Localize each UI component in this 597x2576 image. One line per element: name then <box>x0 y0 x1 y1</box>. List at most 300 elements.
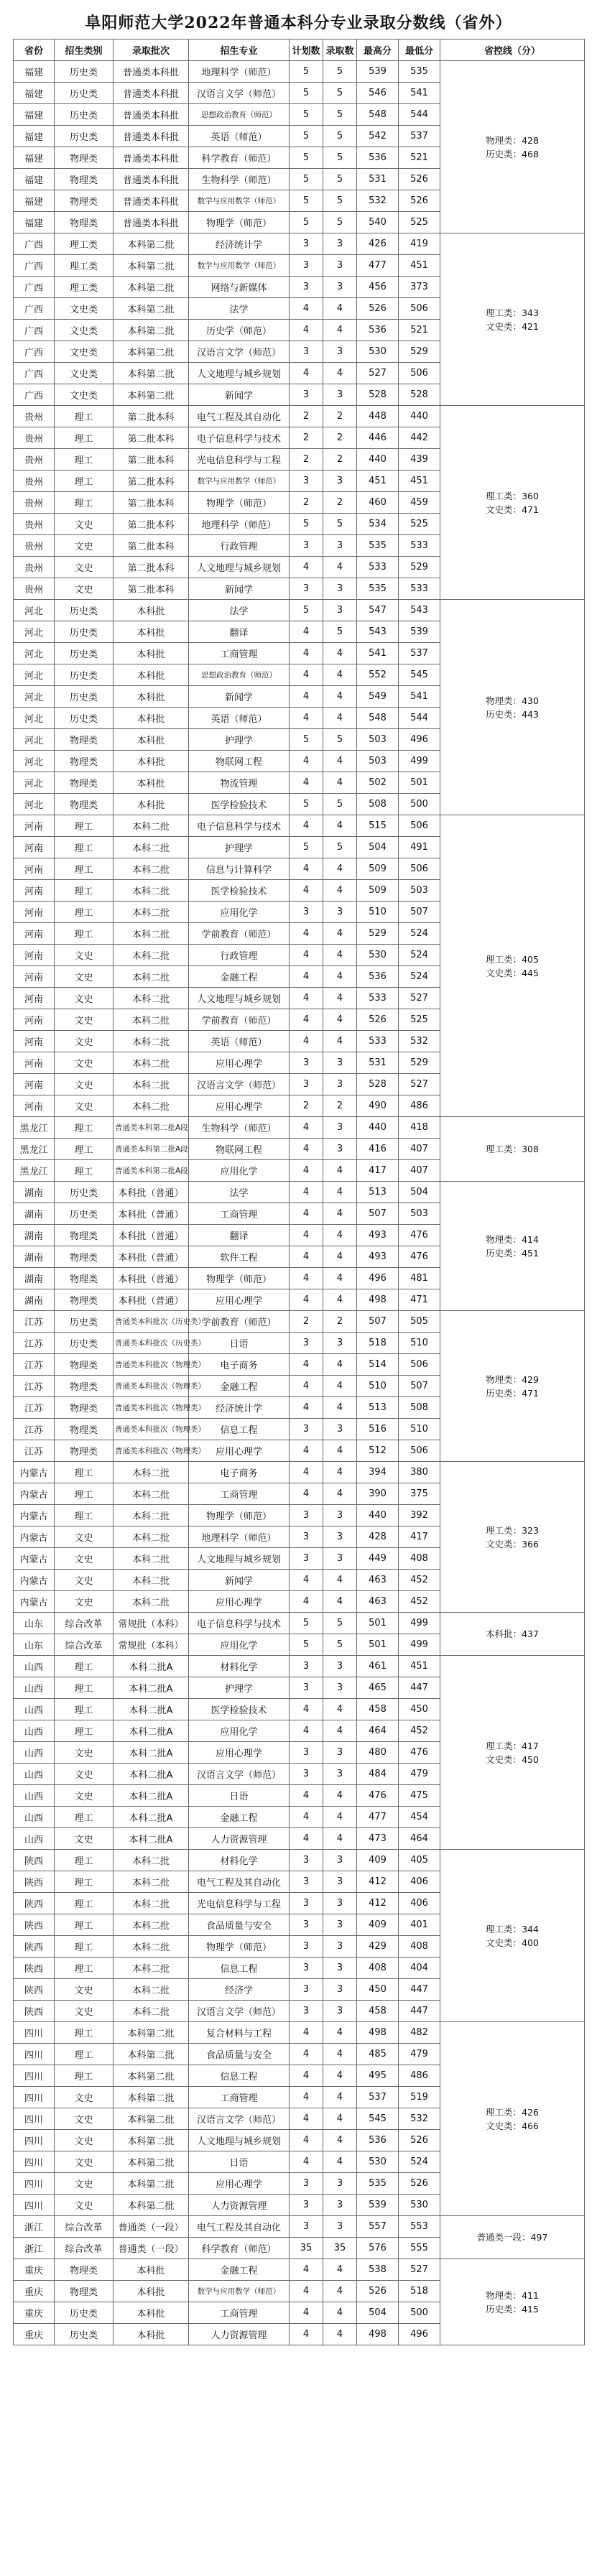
plan-count-cell: 5 <box>290 147 323 169</box>
province-cell: 四川 <box>14 2065 55 2087</box>
min-score-cell: 532 <box>399 2108 440 2130</box>
major-cell: 经济统计学 <box>189 233 290 255</box>
min-score-cell: 524 <box>399 923 440 945</box>
admitted-count-cell: 4 <box>323 363 357 384</box>
batch-cell: 本科第二批 <box>114 2044 189 2065</box>
header-admitted: 录取数 <box>323 40 357 61</box>
min-score-cell: 499 <box>399 751 440 772</box>
category-cell: 文史 <box>55 2151 114 2173</box>
category-cell: 物理类 <box>55 729 114 751</box>
min-score-cell: 491 <box>399 837 440 858</box>
major-cell: 应用化学 <box>189 1160 290 1182</box>
plan-count-cell: 3 <box>290 1764 323 1785</box>
batch-cell: 本科二批A <box>114 1720 189 1742</box>
admitted-count-cell: 2 <box>323 1311 357 1333</box>
admitted-count-cell: 4 <box>323 988 357 1009</box>
min-score-cell: 481 <box>399 1268 440 1289</box>
category-cell: 文史类 <box>55 384 114 406</box>
major-cell: 数学与应用数学（师范） <box>189 471 290 492</box>
category-cell: 历史类 <box>55 708 114 729</box>
max-score-cell: 526 <box>357 298 399 320</box>
province-cell: 山西 <box>14 1828 55 1850</box>
plan-count-cell: 3 <box>290 1526 323 1548</box>
major-cell: 护理学 <box>189 837 290 858</box>
major-cell: 金融工程 <box>189 1807 290 1828</box>
min-score-cell: 529 <box>399 1052 440 1074</box>
batch-cell: 本科二批 <box>114 1462 189 1483</box>
table-row <box>14 2022 585 2044</box>
control-line-text: 本科批：437 <box>486 1628 539 1639</box>
min-score-cell: 519 <box>399 2087 440 2108</box>
province-cell: 湖南 <box>14 1268 55 1289</box>
batch-cell: 本科二批 <box>114 1483 189 1505</box>
min-score-cell: 503 <box>399 880 440 902</box>
plan-count-cell: 4 <box>290 363 323 384</box>
province-cell: 湖南 <box>14 1203 55 1225</box>
min-score-cell: 451 <box>399 255 440 277</box>
max-score-cell: 426 <box>357 233 399 255</box>
major-cell: 英语（师范） <box>189 126 290 147</box>
admitted-count-cell: 5 <box>323 1634 357 1656</box>
control-line-cell <box>440 1656 585 1850</box>
plan-count-cell: 4 <box>290 945 323 966</box>
province-cell: 四川 <box>14 2151 55 2173</box>
category-cell: 物理类 <box>55 2281 114 2302</box>
major-cell: 科学教育（师范） <box>189 2238 290 2259</box>
min-score-cell: 496 <box>399 2324 440 2345</box>
major-cell: 金融工程 <box>189 2259 290 2281</box>
plan-count-cell: 3 <box>290 471 323 492</box>
min-score-cell: 529 <box>399 557 440 578</box>
admitted-count-cell: 4 <box>323 298 357 320</box>
province-cell: 贵州 <box>14 471 55 492</box>
category-cell: 理工 <box>55 427 114 449</box>
max-score-cell: 460 <box>357 492 399 514</box>
admitted-count-cell: 4 <box>323 1182 357 1203</box>
batch-cell: 普通类本科第二批A段 <box>114 1160 189 1182</box>
max-score-cell: 526 <box>357 1009 399 1031</box>
batch-cell: 本科二批A <box>114 1828 189 1850</box>
max-score-cell: 526 <box>357 2281 399 2302</box>
major-cell: 人文地理与城乡规划 <box>189 988 290 1009</box>
major-cell: 人力资源管理 <box>189 1828 290 1850</box>
header-major: 招生专业 <box>189 40 290 61</box>
control-line-text: 物理类：414 <box>486 1233 539 1245</box>
min-score-cell: 500 <box>399 2302 440 2324</box>
control-line-cell <box>440 815 585 1117</box>
batch-cell: 本科二批 <box>114 1052 189 1074</box>
max-score-cell: 440 <box>357 1117 399 1139</box>
batch-cell: 本科二批 <box>114 988 189 1009</box>
category-cell: 综合改革 <box>55 1634 114 1656</box>
admitted-count-cell: 4 <box>323 2324 357 2345</box>
major-cell: 金融工程 <box>189 966 290 988</box>
admitted-count-cell: 4 <box>323 751 357 772</box>
min-score-cell: 506 <box>399 298 440 320</box>
admitted-count-cell: 5 <box>323 190 357 212</box>
min-score-cell: 442 <box>399 427 440 449</box>
max-score-cell: 537 <box>357 2087 399 2108</box>
min-score-cell: 537 <box>399 126 440 147</box>
plan-count-cell: 3 <box>290 1871 323 1893</box>
province-cell: 江苏 <box>14 1440 55 1462</box>
province-cell: 河南 <box>14 1095 55 1117</box>
major-cell: 应用心理学 <box>189 1742 290 1764</box>
category-cell: 理工 <box>55 1936 114 1958</box>
max-score-cell: 542 <box>357 126 399 147</box>
min-score-cell: 521 <box>399 320 440 341</box>
min-score-cell: 526 <box>399 169 440 190</box>
min-score-cell: 541 <box>399 83 440 104</box>
major-cell: 应用心理学 <box>189 1289 290 1311</box>
batch-cell: 本科二批 <box>114 1914 189 1936</box>
batch-cell: 普通类本科批 <box>114 104 189 126</box>
batch-cell: 本科二批 <box>114 923 189 945</box>
max-score-cell: 412 <box>357 1893 399 1914</box>
plan-count-cell: 4 <box>290 966 323 988</box>
plan-count-cell: 4 <box>290 858 323 880</box>
plan-count-cell: 4 <box>290 2302 323 2324</box>
batch-cell: 第二批本科 <box>114 449 189 471</box>
batch-cell: 普通类本科批 <box>114 83 189 104</box>
province-cell: 河南 <box>14 815 55 837</box>
category-cell: 历史类 <box>55 2302 114 2324</box>
admitted-count-cell: 3 <box>323 255 357 277</box>
province-cell: 山西 <box>14 1656 55 1677</box>
plan-count-cell: 4 <box>290 1785 323 1807</box>
min-score-cell: 526 <box>399 190 440 212</box>
admitted-count-cell: 3 <box>323 233 357 255</box>
admitted-count-cell: 3 <box>323 1117 357 1139</box>
max-score-cell: 529 <box>357 923 399 945</box>
batch-cell: 本科第二批 <box>114 2130 189 2151</box>
admitted-count-cell: 4 <box>323 923 357 945</box>
max-score-cell: 440 <box>357 449 399 471</box>
min-score-cell: 533 <box>399 535 440 557</box>
major-cell: 日语 <box>189 2151 290 2173</box>
min-score-cell: 526 <box>399 2173 440 2195</box>
plan-count-cell: 4 <box>290 1828 323 1850</box>
plan-count-cell: 2 <box>290 1311 323 1333</box>
batch-cell: 本科二批 <box>114 1526 189 1548</box>
major-cell: 工商管理 <box>189 1203 290 1225</box>
major-cell: 物理学（师范） <box>189 1505 290 1526</box>
batch-cell: 本科二批 <box>114 1936 189 1958</box>
max-score-cell: 409 <box>357 1914 399 1936</box>
table-row <box>14 2259 585 2281</box>
control-line-text: 理工类：426 <box>486 2106 539 2118</box>
province-cell: 贵州 <box>14 449 55 471</box>
max-score-cell: 501 <box>357 1634 399 1656</box>
batch-cell: 本科二批A <box>114 1764 189 1785</box>
admitted-count-cell: 2 <box>323 406 357 427</box>
province-cell: 河南 <box>14 837 55 858</box>
plan-count-cell: 4 <box>290 1807 323 1828</box>
admitted-count-cell: 5 <box>323 729 357 751</box>
category-cell: 理工 <box>55 880 114 902</box>
admitted-count-cell: 3 <box>323 2001 357 2022</box>
control-line-text: 物理类：430 <box>486 695 539 706</box>
min-score-cell: 452 <box>399 1591 440 1613</box>
major-cell: 思想政治教育（师范） <box>189 104 290 126</box>
max-score-cell: 461 <box>357 1656 399 1677</box>
batch-cell: 第二批本科 <box>114 557 189 578</box>
province-cell: 山西 <box>14 1677 55 1699</box>
min-score-cell: 407 <box>399 1139 440 1160</box>
batch-cell: 本科批（普通） <box>114 1268 189 1289</box>
min-score-cell: 537 <box>399 643 440 664</box>
plan-count-cell: 2 <box>290 449 323 471</box>
category-cell: 物理类 <box>55 1440 114 1462</box>
min-score-cell: 506 <box>399 815 440 837</box>
batch-cell: 普通类本科批 <box>114 169 189 190</box>
batch-cell: 本科批 <box>114 729 189 751</box>
category-cell: 物理类 <box>55 1376 114 1397</box>
category-cell: 物理类 <box>55 2259 114 2281</box>
batch-cell: 第二批本科 <box>114 578 189 600</box>
category-cell: 文史 <box>55 1074 114 1095</box>
admitted-count-cell: 3 <box>323 1074 357 1095</box>
control-line-cell <box>440 1117 585 1182</box>
admitted-count-cell: 4 <box>323 815 357 837</box>
min-score-cell: 447 <box>399 2001 440 2022</box>
max-score-cell: 416 <box>357 1139 399 1160</box>
province-cell: 广西 <box>14 277 55 298</box>
plan-count-cell: 4 <box>290 988 323 1009</box>
table-row <box>14 1462 585 1483</box>
category-cell: 历史类 <box>55 664 114 686</box>
batch-cell: 本科二批A <box>114 1699 189 1720</box>
province-cell: 福建 <box>14 83 55 104</box>
major-cell: 翻译 <box>189 621 290 643</box>
min-score-cell: 471 <box>399 1289 440 1311</box>
batch-cell: 第二批本科 <box>114 471 189 492</box>
category-cell: 理工 <box>55 902 114 923</box>
admitted-count-cell: 4 <box>323 2022 357 2044</box>
min-score-cell: 447 <box>399 1979 440 2001</box>
province-cell: 四川 <box>14 2087 55 2108</box>
plan-count-cell: 4 <box>290 2151 323 2173</box>
min-score-cell: 408 <box>399 1548 440 1570</box>
admitted-count-cell: 5 <box>323 621 357 643</box>
batch-cell: 本科第二批 <box>114 2022 189 2044</box>
category-cell: 物理类 <box>55 1397 114 1419</box>
admitted-count-cell: 3 <box>323 2216 357 2238</box>
admitted-count-cell: 4 <box>323 1483 357 1505</box>
header-row <box>14 40 585 61</box>
control-line-cell <box>440 2259 585 2345</box>
batch-cell: 本科第二批 <box>114 384 189 406</box>
min-score-cell: 482 <box>399 2022 440 2044</box>
control-line-cell <box>440 2022 585 2216</box>
max-score-cell: 480 <box>357 1742 399 1764</box>
max-score-cell: 477 <box>357 255 399 277</box>
control-line-text: 理工类：343 <box>486 307 539 318</box>
admitted-count-cell: 4 <box>323 643 357 664</box>
plan-count-cell: 3 <box>290 578 323 600</box>
category-cell: 理工 <box>55 1483 114 1505</box>
min-score-cell: 524 <box>399 966 440 988</box>
province-cell: 重庆 <box>14 2281 55 2302</box>
major-cell: 工商管理 <box>189 2302 290 2324</box>
category-cell: 文史 <box>55 578 114 600</box>
min-score-cell: 452 <box>399 1570 440 1591</box>
category-cell: 物理类 <box>55 212 114 233</box>
min-score-cell: 499 <box>399 1613 440 1634</box>
major-cell: 应用心理学 <box>189 1440 290 1462</box>
header-max-score: 最高分 <box>357 40 399 61</box>
max-score-cell: 541 <box>357 643 399 664</box>
major-cell: 电气工程及其自动化 <box>189 2216 290 2238</box>
admitted-count-cell: 3 <box>323 902 357 923</box>
plan-count-cell: 4 <box>290 1225 323 1246</box>
max-score-cell: 509 <box>357 880 399 902</box>
category-cell: 文史 <box>55 1742 114 1764</box>
plan-count-cell: 4 <box>290 1160 323 1182</box>
province-cell: 广西 <box>14 255 55 277</box>
plan-count-cell: 3 <box>290 341 323 363</box>
admitted-count-cell: 3 <box>323 1419 357 1440</box>
min-score-cell: 544 <box>399 708 440 729</box>
batch-cell: 普通类本科批 <box>114 190 189 212</box>
header-batch: 录取批次 <box>114 40 189 61</box>
min-score-cell: 507 <box>399 902 440 923</box>
min-score-cell: 525 <box>399 514 440 535</box>
min-score-cell: 496 <box>399 729 440 751</box>
control-line-cell <box>440 61 585 233</box>
plan-count-cell: 3 <box>290 2195 323 2216</box>
max-score-cell: 510 <box>357 1376 399 1397</box>
control-line-cell <box>440 1613 585 1656</box>
category-cell: 文史类 <box>55 320 114 341</box>
max-score-cell: 394 <box>357 1462 399 1483</box>
admitted-count-cell: 4 <box>323 2302 357 2324</box>
admission-table <box>13 39 585 2345</box>
plan-count-cell: 3 <box>290 1958 323 1979</box>
max-score-cell: 530 <box>357 2151 399 2173</box>
admitted-count-cell: 3 <box>323 578 357 600</box>
major-cell: 英语（师范） <box>189 1031 290 1052</box>
min-score-cell: 526 <box>399 2130 440 2151</box>
province-cell: 贵州 <box>14 492 55 514</box>
min-score-cell: 525 <box>399 212 440 233</box>
control-line-cell <box>440 233 585 406</box>
max-score-cell: 510 <box>357 902 399 923</box>
admitted-count-cell: 4 <box>323 945 357 966</box>
batch-cell: 本科二批 <box>114 1505 189 1526</box>
min-score-cell: 476 <box>399 1225 440 1246</box>
control-line-text: 理工类：308 <box>486 1144 539 1154</box>
batch-cell: 常规批（本科） <box>114 1634 189 1656</box>
province-cell: 贵州 <box>14 514 55 535</box>
batch-cell: 本科二批 <box>114 1570 189 1591</box>
plan-count-cell: 3 <box>290 277 323 298</box>
plan-count-cell: 4 <box>290 320 323 341</box>
min-score-cell: 529 <box>399 341 440 363</box>
table-row <box>14 233 585 255</box>
province-cell: 四川 <box>14 2044 55 2065</box>
admitted-count-cell: 4 <box>323 1246 357 1268</box>
batch-cell: 本科二批 <box>114 1548 189 1570</box>
max-score-cell: 543 <box>357 621 399 643</box>
min-score-cell: 440 <box>399 406 440 427</box>
admitted-count-cell: 5 <box>323 794 357 815</box>
category-cell: 文史类 <box>55 363 114 384</box>
province-cell: 内蒙古 <box>14 1548 55 1570</box>
plan-count-cell: 4 <box>290 1203 323 1225</box>
batch-cell: 普通类本科批 <box>114 147 189 169</box>
major-cell: 学前教育（师范） <box>189 1311 290 1333</box>
category-cell: 文史 <box>55 557 114 578</box>
admitted-count-cell: 5 <box>323 514 357 535</box>
plan-count-cell: 4 <box>290 2065 323 2087</box>
category-cell: 文史 <box>55 966 114 988</box>
batch-cell: 本科批（普通） <box>114 1246 189 1268</box>
batch-cell: 本科批（普通） <box>114 1289 189 1311</box>
batch-cell: 本科批 <box>114 794 189 815</box>
table-row <box>14 600 585 621</box>
major-cell: 光电信息科学与工程 <box>189 449 290 471</box>
batch-cell: 本科二批 <box>114 1958 189 1979</box>
admitted-count-cell: 4 <box>323 2130 357 2151</box>
category-cell: 文史 <box>55 514 114 535</box>
plan-count-cell: 4 <box>290 1720 323 1742</box>
category-cell: 文史 <box>55 1052 114 1074</box>
province-cell: 福建 <box>14 169 55 190</box>
plan-count-cell: 5 <box>290 104 323 126</box>
plan-count-cell: 4 <box>290 2087 323 2108</box>
batch-cell: 普通类（一段） <box>114 2216 189 2238</box>
province-cell: 山西 <box>14 1807 55 1828</box>
province-cell: 贵州 <box>14 557 55 578</box>
max-score-cell: 530 <box>357 341 399 363</box>
plan-count-cell: 4 <box>290 880 323 902</box>
min-score-cell: 532 <box>399 1031 440 1052</box>
batch-cell: 本科批（普通） <box>114 1225 189 1246</box>
batch-cell: 本科批 <box>114 686 189 708</box>
plan-count-cell: 4 <box>290 1699 323 1720</box>
min-score-cell: 545 <box>399 664 440 686</box>
min-score-cell: 451 <box>399 471 440 492</box>
batch-cell: 本科二批A <box>114 1677 189 1699</box>
max-score-cell: 548 <box>357 708 399 729</box>
min-score-cell: 447 <box>399 1677 440 1699</box>
min-score-cell: 486 <box>399 2065 440 2087</box>
batch-cell: 本科第二批 <box>114 320 189 341</box>
batch-cell: 本科二批 <box>114 1871 189 1893</box>
table-row <box>14 406 585 427</box>
admitted-count-cell: 3 <box>323 1505 357 1526</box>
plan-count-cell: 4 <box>290 923 323 945</box>
category-cell: 文史 <box>55 1785 114 1807</box>
major-cell: 物联网工程 <box>189 751 290 772</box>
max-score-cell: 507 <box>357 1203 399 1225</box>
admitted-count-cell: 4 <box>323 1807 357 1828</box>
min-score-cell: 406 <box>399 1871 440 1893</box>
control-line-text: 历史类：468 <box>486 148 539 159</box>
max-score-cell: 528 <box>357 1074 399 1095</box>
province-cell: 河北 <box>14 664 55 686</box>
min-score-cell: 392 <box>399 1505 440 1526</box>
category-cell: 历史类 <box>55 1333 114 1354</box>
batch-cell: 普通类本科批次（物理类） <box>114 1354 189 1376</box>
major-cell: 数学与应用数学（师范） <box>189 2281 290 2302</box>
batch-cell: 第二批本科 <box>114 492 189 514</box>
max-score-cell: 458 <box>357 1699 399 1720</box>
batch-cell: 本科二批 <box>114 880 189 902</box>
province-cell: 河北 <box>14 600 55 621</box>
max-score-cell: 533 <box>357 988 399 1009</box>
